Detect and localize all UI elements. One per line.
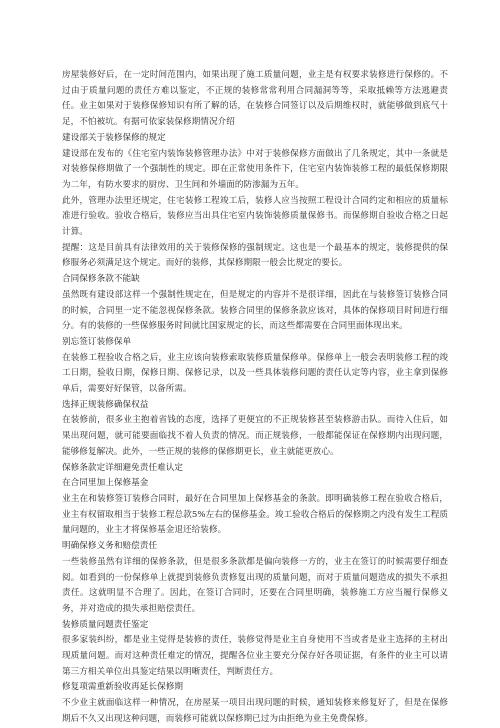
p-rules-2: 此外，管理办法里还规定，住宅装修工程竣工后，装修人应当按照工程设计合同约定和相应的质量标准进行验收。验收合格后，装修应当出具住宅室内装饰装修质量保修书。而保修期自验收合格之日起计算。 [62,195,448,238]
heading-detailed-clauses: 保修条款定详细避免责任难认定 [62,462,184,473]
p-obligations: 一些装修虽然有详细的保修条款，但是很多条款都是偏向装修一方的，业主在签订的时候需要仔细查阅。如看到的一份保修单上就提到装修负责修复出现的质量问题，而对于质量问题造成的损失不承担责任。这就明显不合理了。因此，在签订合同时，还要在合同里明确，装修施工方应当履行保修义务，并对造成的损失承担赔偿责任。 [62,556,448,614]
p-rules-1: 建设部在发布的《住宅室内装饰装修管理办法》中对于装修保修方面做出了几条规定，其中一条就是对装修保修期做了一个强制性的规定。即在正常使用条件下，住宅室内装饰装修工程的最低保修期限为二年，有防水要求的厨房、卫生间和外墙面的防渗漏为五年。 [62,148,448,190]
heading-contract-clause: 合同保修条款不能缺 [62,274,140,285]
heading-warranty-fund: 在合同里加上保修基金 [62,478,149,489]
p-rules-3: 提醒：这是目前具有法律效用的关于装修保修的强制规定。这也是一个最基本的规定，装修提供的保修服务必须满足这个规定。而好的装修，其保修期限一般会比规定的要长。 [62,242,448,269]
heading-warranty-slip: 别忘签订装修保单 [62,336,132,347]
p-intro: 房屋装修好后，在一定时间范围内，如果出现了施工质量问题，业主是有权要求装修进行保修的。不过由于质量问题的责任方难以鉴定，不正规的装修常常利用合同漏洞等等，采取抵赖等方法逃避责任。业主如果对于装修保修知识有所了解的话，在装修合同签订以及后期维权时，就能够做到底气十足，不怕被坑。有据可依家装保修期情况介绍 [62,70,448,128]
heading-ministry-rules: 建设部关于装修保修的规定 [62,132,166,143]
p-choose-regular: 在装修前，很多业主抱着省钱的态度，选择了更便宜的不正规装修甚至装修游击队。而待入住后，如果出现问题，就可能要面临找不着人负责的情况。而正规装修，一般都能保证在保修期内出现问题，能够修复解决。此外，一些正规的装修的保修期更长，业主就能更放心。 [62,415,448,457]
heading-reinspection: 修复项需重新验收再延长保修期 [62,682,184,693]
heading-obligations: 明确保修义务和赔偿责任 [62,541,158,552]
p-warranty-slip: 在装修工程验收合格之后，业主应该向装修索取装修质量保修单。保修单上一般会表明装修工程的竣工日期，验收日期，保修日期、保修记录，以及一些具体装修问题的责任认定等内容，业主拿到保修单后，需要好好保管，以备所需。 [62,352,448,395]
p-contract-clause: 虽然既有建设部这样一个强制性规定在，但是规定的内容并不是很详细，因此在与装修签订装修合同的时候，合同里一定不能忽视保修条款。装修合同里的保修条款应该对，具体的保修项目时间进行细分。有的装修的一些保修服务时间就比国家规定的长，而这些都需要在合同里面体现出来。 [62,289,448,332]
heading-choose-regular: 选择正规装修确保权益 [62,399,149,410]
heading-responsibility: 装修质量问题责任鉴定 [62,619,149,630]
p-responsibility: 很多家装纠纷，都是业主觉得是装修的责任，装修觉得是业主自身使用不当或者是业主选择的主材出现质量问题。而对这种责任难定的情况，提醒各位业主要充分保存好各项证据，有条件的业主可以请第三方相关单位出具鉴定结果以明晰责任，判断责任方。 [62,635,448,677]
p-warranty-fund: 业主在和装修签订装修合同时，最好在合同里加上保修基金的条款。即明确装修工程在验收合格后，业主有权留取相当于装修工程总款5%左右的保修基金。竣工验收合格后的保修期之内没有发生工程质量问题的，业主才将保修基金退还给装修。 [62,493,448,536]
p-reinspection: 不少业主就面临这样一种情况，在房屋某一项目出现问题的时候，通知装修来修复好了，但是在保修期后不久又出现这种问题，而装修可能就以保修期已过为由拒绝为业主免费保修。 [62,698,448,724]
